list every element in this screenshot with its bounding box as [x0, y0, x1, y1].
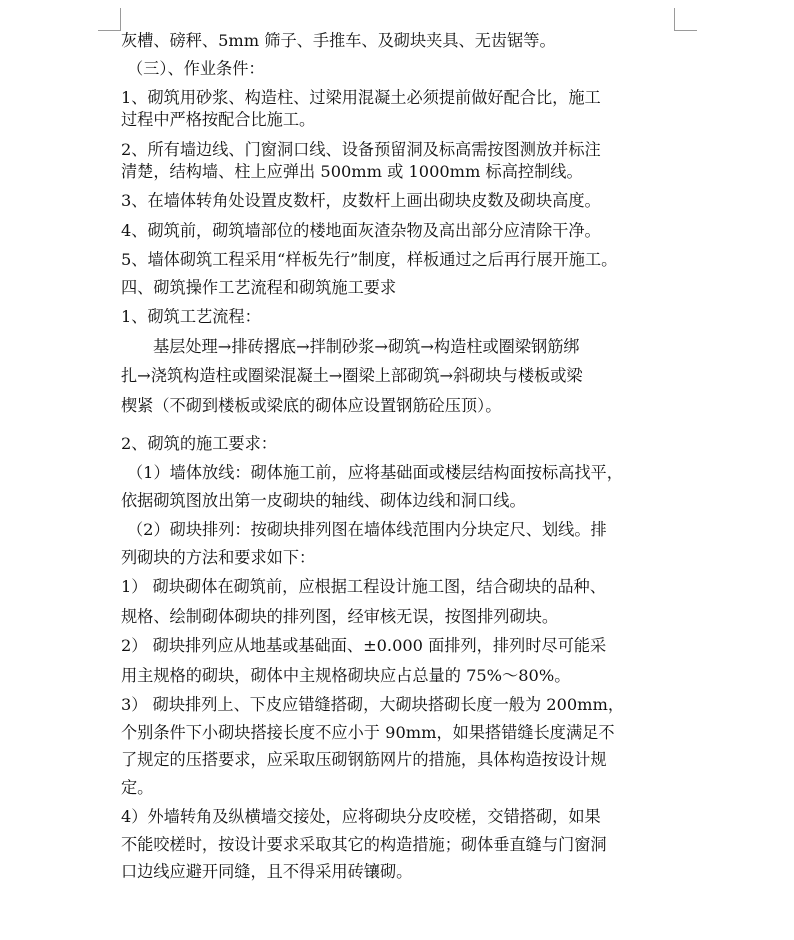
list-item: 1） 砌块砌体在砌筑前，应根据工程设计施工图，结合砌块的品种、 — [121, 577, 606, 596]
text-line: 依据砌筑图放出第一皮砌块的轴线、砌体边线和洞口线。 — [121, 490, 526, 510]
list-item: 3） 砌块排列上、下皮应错缝搭砌，大砌块搭砌长度一般为 200mm， — [121, 695, 625, 714]
text-line: 定。 — [121, 777, 154, 797]
margin-corner-mark-left — [98, 8, 121, 31]
text-line: 基层处理→排砖撂底→拌制砂浆→砌筑→构造柱或圈梁钢筋绑 — [153, 336, 580, 356]
list-item: 2） 砌块排列应从地基或基础面、±0.000 面排列，排列时尽可能采 — [121, 636, 607, 655]
text-line: 口边线应避开同缝，且不得采用砖镶砌。 — [121, 862, 413, 881]
subheading: 2、砌筑的施工要求： — [121, 433, 277, 453]
text-line: 规格、绘制砌体砌块的排列图，经审核无误，按图排列砌块。 — [121, 606, 559, 626]
list-item: 4）外墙转角及纵横墙交接处，应将砌块分皮咬槎，交错搭砌，如果 — [121, 807, 601, 826]
subheading: 1、砌筑工艺流程： — [121, 307, 261, 326]
text-line: 4、砌筑前，砌筑墙部位的楼地面灰渣杂物及高出部分应清除干净。 — [121, 220, 601, 240]
text-line: 个别条件下小砌块搭接长度不应小于 90mm，如果搭错缝长度满足不 — [121, 722, 615, 742]
text-line: 扎→浇筑构造柱或圈梁混凝土→圈梁上部砌筑→斜砌块与楼板或梁 — [121, 366, 583, 385]
section-heading: （三）、作业条件： — [127, 58, 265, 78]
text-line: 3、在墙体转角处设置皮数杆，皮数杆上画出砌块皮数及砌块高度。 — [121, 191, 601, 210]
text-line: 列砌块的方法和要求如下： — [121, 547, 316, 567]
margin-corner-mark-right — [674, 8, 697, 31]
document-body — [121, 30, 679, 883]
text-line: 不能咬槎时，按设计要求采取其它的构造措施；砌体垂直缝与门窗洞 — [121, 834, 607, 854]
text-line: 2、所有墙边线、门窗洞口线、设备预留洞及标高需按图测放并标注 — [121, 139, 601, 159]
text-line: 用主规格的砌块，砌体中主规格砌块应占总量的 75%～80%。 — [121, 665, 571, 685]
text-line: 清楚，结构墙、柱上应弹出 500mm 或 1000mm 标高控制线。 — [121, 161, 583, 181]
text-line: 1、砌筑用砂浆、构造柱、过梁用混凝土必须提前做好配合比，施工 — [121, 88, 601, 107]
text-line: 楔紧（不砌到楼板或梁底的砌体应设置钢筋砼压顶）。 — [121, 395, 502, 415]
text-line: 灰槽、磅秤、5mm 筛子、手推车、及砌块夹具、无齿锯等。 — [121, 31, 556, 50]
text-line: 过程中严格按配合比施工。 — [121, 110, 316, 129]
text-line: （1）墙体放线：砌体施工前，应将基础面或楼层结构面按标高找平， — [127, 463, 623, 482]
section-heading: 四、砌筑操作工艺流程和砌筑施工要求 — [121, 277, 397, 297]
text-line: 了规定的压搭要求，应采取压砌钢筋网片的措施，具体构造按设计规 — [121, 750, 607, 769]
text-line: （2）砌块排列：按砌块排列图在墙体线范围内分块定尺、划线。排 — [127, 520, 607, 539]
text-line: 5、墙体砌筑工程采用“样板先行”制度，样板通过之后再行展开施工。 — [121, 250, 618, 269]
